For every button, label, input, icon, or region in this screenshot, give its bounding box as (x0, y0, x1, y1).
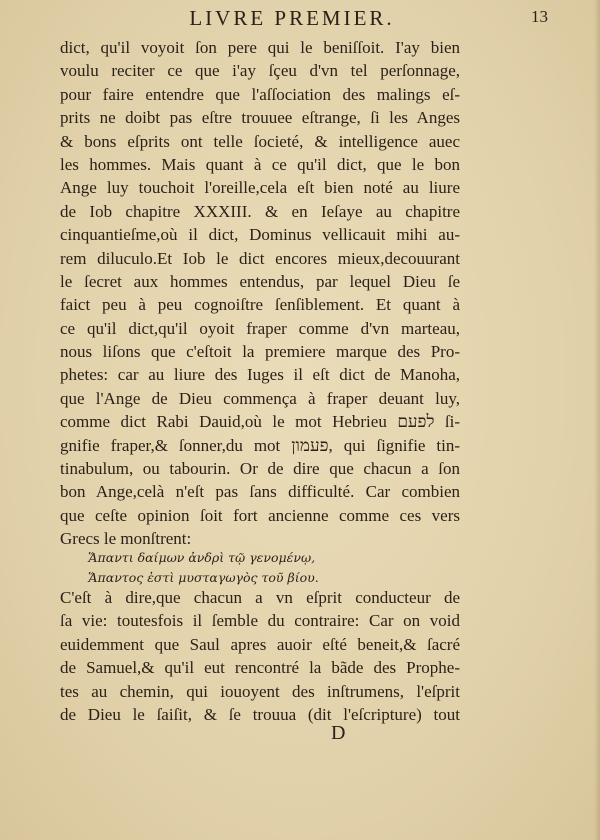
text-line: que l'Ange de Dieu commença à fraper deuant luy, (60, 388, 460, 408)
text-line: de Iob chapitre XXXIII. & en Ieſaye au chapitre (60, 201, 460, 221)
text-line: pour faire entendre que l'aſſociation des malings eſ- (60, 84, 460, 104)
text-line: gnifie fraper,& ſonner,du mot פעמון, qui ſignifie tin- (60, 435, 460, 455)
text-line: tinabulum, ou tabourin. Or de dire que chacun a ſon (60, 459, 460, 479)
text-line: de Samuel,& qu'il eut rencontré la bãde des Prophe- (60, 658, 460, 678)
text-line: tes au chemin, qui iouoyent des inſtrumens, l'eſprit (60, 681, 460, 701)
greek-verse-line: Ἅπαντι δαίμων ἀνδρὶ τῷ γενομένῳ, (88, 550, 316, 565)
text-line: phetes: car au liure des Iuges il eſt dict de Manoha, (60, 365, 460, 385)
text-line: le ſecret aux hommes entendus, par lequel Dieu ſe (60, 271, 460, 291)
text-line: Ange luy touchoit l'oreille,cela eſt bien noté au liure (60, 178, 460, 198)
greek-verse-line: Ἅπαντος ἐστὶ μυσταγωγὸς τοῦ βίου. (88, 570, 319, 585)
text-line: de Dieu le ſaiſit, & ſe trouua (dit l'eſcripture) tout (60, 704, 460, 724)
text-line: les hommes. Mais quant à ce qu'il dict, que le bon (60, 154, 460, 174)
text-line: voulu reciter ce que i'ay ſçeu d'vn tel perſonnage, (60, 61, 460, 81)
greek-verses (88, 548, 319, 588)
text-line: & bons eſprits ont telle ſocieté, & intelligence auec (60, 131, 460, 151)
page-number: 13 (531, 7, 548, 26)
continuation-text-block (60, 586, 460, 726)
text-line: prits ne doibt pas eſtre trouuee eſtrange, ſi les Anges (60, 108, 460, 128)
text-line: cinquantieſme,où il dict, Dominus vellicauit mihi au- (60, 225, 460, 245)
text-line: que ceſte opinion ſoit fort ancienne comme ces vers (60, 505, 460, 525)
text-line: dict, qu'il voyoit ſon pere qui le beniſſoit. I'ay bien (60, 38, 460, 57)
text-line: ce qu'il dict,qu'il oyoit fraper comme d'vn marteau, (60, 318, 460, 338)
text-line: Grecs le monſtrent: (60, 529, 192, 549)
main-text-block (60, 36, 460, 551)
text-line: euidemment que Saul apres auoir eſté beneit,& ſacré (60, 634, 460, 654)
text-line: comme dict Rabi Dauid,où le mot Hebrieu לפעם ſi- (60, 412, 460, 432)
running-title: LIVRE PREMIER. (189, 6, 395, 30)
text-line: C'eſt à dire,que chacun a vn eſprit conducteur de (60, 588, 460, 607)
page-edge-shadow (594, 0, 600, 840)
text-line: nous liſons que c'eſtoit la premiere marque des Pro- (60, 342, 460, 362)
text-line: bon Ange,celà n'eſt pas ſans difficulté. Car combien (60, 482, 460, 502)
text-line: rem diluculo.Et Iob le dict encores mieux,decouurant (60, 248, 460, 268)
text-line: faict peu à peu cognoiſtre ſenſiblement. Et quant à (60, 295, 460, 315)
signature-mark: D (331, 722, 346, 744)
text-line: ſa vie: toutesfois il ſemble du contraire: Car on void (60, 611, 460, 631)
